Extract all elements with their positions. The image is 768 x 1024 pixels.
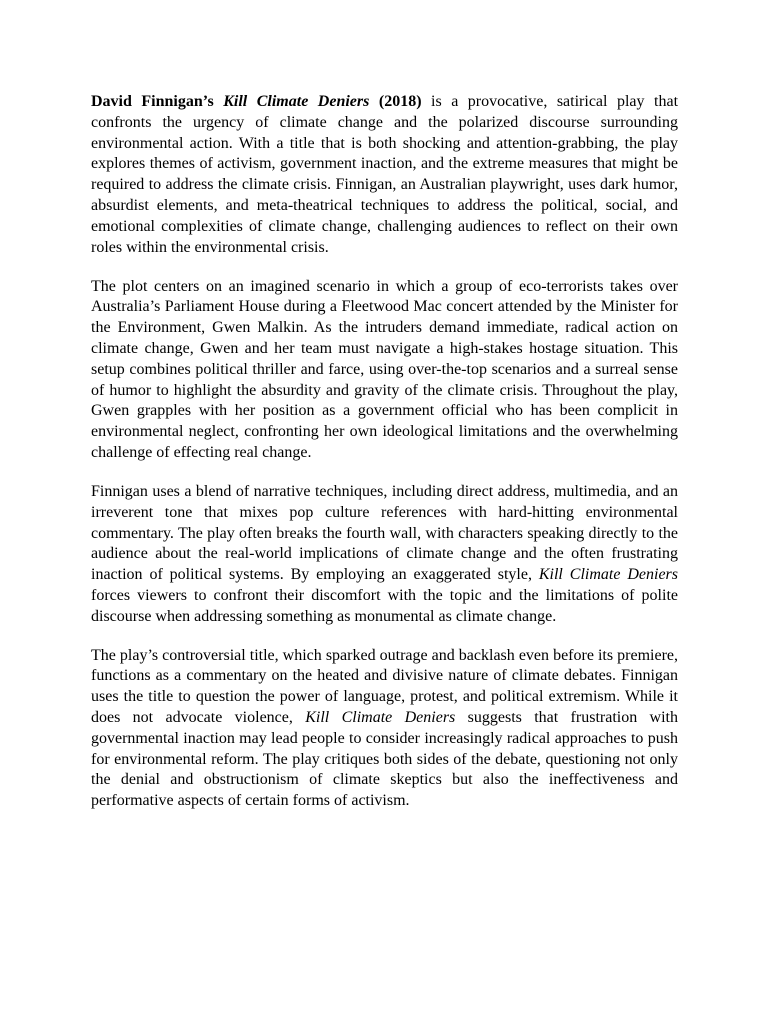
paragraph-plot: [91, 277, 678, 464]
document-page: [91, 92, 678, 812]
play-title: Kill Climate Deniers: [538, 566, 679, 584]
paragraph-techniques: [91, 482, 678, 628]
paragraph-intro: [91, 92, 678, 258]
paragraph-intro-text: is a provocative, satirical play that confronts the urgency of climate change and the polarized discourse surrounding environmental action. With a title that is both shocking and attention-grabbing, the play explores themes of activism, government inaction, and the extreme measures that might be required to address the climate crisis. Finnigan, an Australian playwright, uses dark humor, absurdist elements, and meta-theatrical techniques to address the political, social, and emotional complexities of climate change, challenging audiences to reflect on their own roles within the environmental crisis.: [91, 93, 679, 256]
paragraph-techniques-text-before: Finnigan uses a blend of narrative techniques, including direct address, multimedia, and an irreverent tone that mixes pop culture references with hard-hitting environmental commentary. The play often breaks the fourth wall, with characters speaking directly to the audience about the real-world implications of climate change and the often frustrating inaction of political systems. By employing an exaggerated style,: [91, 482, 678, 584]
play-year: (2018): [369, 93, 422, 110]
paragraph-techniques-text-after: forces viewers to confront their discomfort with the topic and the limitations of polite discourse when addressing something as monumental as climate change.: [91, 586, 678, 625]
paragraph-title-controversy-text-before: The play’s controversial title, which sparked outrage and backlash even before its premiere, functions as a commentary on the heated and divisive nature of climate debates. Finnigan uses the title to question the power of language, protest, and political extremism. While it does not advocate violence,: [91, 646, 678, 727]
author-possessive: David Finnigan’s: [91, 93, 224, 110]
paragraph-title-controversy-text-after: suggests that frustration with governmental inaction may lead people to consider increasingly radical approaches to push for environmental reform. The play critiques both sides of the debate, questioning not only the denial and obstructionism of climate skeptics but also the ineffectiveness and performative aspects of certain forms of activism.: [91, 709, 679, 810]
paragraph-plot-text: The plot centers on an imagined scenario in which a group of eco-terrorists takes over Australia’s Parliament House during a Fleetwood Mac concert attended by the Minister for the Environment, Gwen Malkin. As the intruders demand immediate, radical action on climate change, Gwen and her team must navigate a high-stakes hostage situation. This setup combines political thriller and farce, using over-the-top scenarios and a surreal sense of humor to highlight the absurdity and gravity of the climate crisis. Throughout the play, Gwen grapples with her position as a government official who has been complicit in environmental neglect, confronting her own ideological limitations and the overwhelming challenge of effecting real change.: [91, 277, 678, 461]
paragraph-title-controversy: [91, 646, 678, 812]
play-title: Kill Climate Deniers: [223, 93, 370, 110]
play-title: Kill Climate Deniers: [305, 709, 456, 727]
